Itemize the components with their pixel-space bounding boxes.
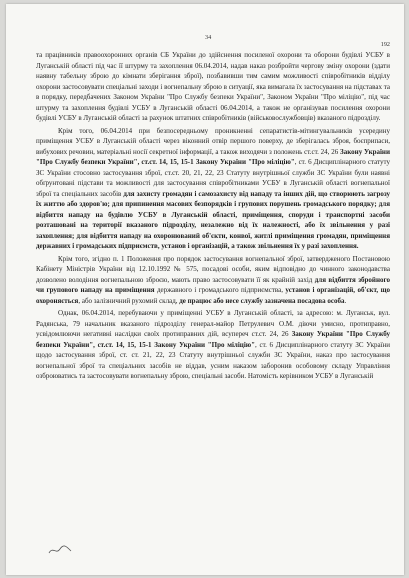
paragraph-2 <box>36 126 390 252</box>
bold-text-run: Закону України "Про Службу безпеки України", ст.ст. 14, 15, 15-1 Закону України "Про міліцію" <box>36 147 391 166</box>
document-body <box>36 50 390 382</box>
corner-number: 192 <box>380 41 390 48</box>
text-run: Однак, 06.04.2014, перебуваючи у приміщенні УСБУ в Луганській області, за адресою: м. Луганськ, вул. Радянська, 79 начальник вказаного підрозділу генерал-майор Петрулевич О.М. діючи умисно, протиправно, усвідомлюючи негативні наслідки своїх протиправних дій, всупереч ст.ст. 24, 26 <box>36 309 390 338</box>
text-run: державного і громадського підприємства, <box>154 286 286 294</box>
bold-text-run: для захисту громадян і самозахисту від нападу та інших дій, що створюють загрозу їх життю або здоров'ю; для припинення масових безпорядків і групових порушень громадського порядку; для відбиття нападу на будівлю УСБУ в Луганській області, приміщення, споруди і транспортні засоби розташовані на території вказаного підрозділу, незалежно від їх належності, або їх звільнення у разі захоплення; для відбиття нападу на охоронюваний об'єкти, конвої, житлі приміщення громадян, приміщення державних і громадських підприємств, установ і організацій, а також звільнення їх у разі захоплення. <box>36 189 390 250</box>
text-run: , або залізничний рухомий склад, <box>78 296 180 305</box>
paragraph-1 <box>36 50 390 124</box>
text-run: Крім того, згідно п. 1 Положення про порядок застосування вогнепальної зброї, затвердженого Постановою Кабінету Міністрів України від 12.10.1992 № 575, посадові особи, яким відповідно до чинного законодавства дозволено володіння вогнепальною зброєю, мають право застосовувати її як крайній захід <box>36 254 390 284</box>
document-page <box>6 4 404 575</box>
paragraph-3 <box>36 254 390 307</box>
bold-text-run: установ і організацій, об'єкт, що охороняється <box>36 286 390 305</box>
text-run: . <box>344 296 347 305</box>
page-number: 34 <box>205 34 212 41</box>
bold-text-run: де працює або несе службу зазначена посадова особа <box>179 296 345 305</box>
text-run: Крім того, 06.04.2014 при безпосередньому проникненні сепаратистів-мітингувальників усередину приміщення УСБУ в Луганській області через віконний отвір першого поверху, де зберігалась зброя, боєприпаси, вибухових речовин, матеріальні носії секретної інформації, а також виходячи з положень ст.ст. 24, 26 <box>36 126 390 156</box>
signature-mark <box>48 544 72 556</box>
bold-text-run: для відбиття збройного чи групового нападу на приміщення <box>36 275 391 294</box>
text-run: та працівників правоохоронних органів СБ України до здійснення посиленої охорони та оборони будівлі УСБУ в Луганській області під час її штурму та захоплення 06.04.2014, надав наказ розбройти чергову зміну охорони (здати наявну табельну зброю до кімнати зберігання зброї), позбавивши тим самим можливості співробітників відділу охорони застосовувати спеціальні заходи і вогнепальну зброю в ситуації, яка вимагала їх застосування на підставах та в порядку, передбачених Законом України "Про Службу безпеки України", Законом України "Про міліцію", під час штурму та захоплення будівлі УСБУ в Луганській області 06.04.2014, а також не організував посилення охорони будівлі УСБУ в Луганській області за рахунок штатних співробітників (військовослужбовців) вказаного підрозділу. <box>36 51 390 122</box>
bold-text-run: Закону України "Про Службу безпеки України", ст.ст. 14, 15, 15-1 Закону України "Про міліцію" <box>36 330 390 349</box>
text-run: , ст. 6 Дисциплінарного статуту ЗС України стосовно застосування зброї, ст.ст. 20, 21, 22, 23 Статуту внутрішньої служби ЗС України були наявні обґрунтовані підстави та можливості для застосування співробітниками УСБУ в Луганській області вогнепальної зброї та спеціальних засобів <box>36 158 390 198</box>
paragraph-4 <box>36 308 390 382</box>
text-run: , ст. 6 Дисциплінарного статуту ЗС України щодо застосування зброї, ст. ст. 21, 22, 23 Статуту внутрішньої служби ЗС України, наказ про застосування вогнепальної зброї та спеціальних засобів не віддав, усним наказом заборонив особовому складу Управління озброюватись та застосовувати вогнепальну зброю, спеціальні засоби. Натомість керівником УСБУ в Луганській <box>36 340 391 380</box>
